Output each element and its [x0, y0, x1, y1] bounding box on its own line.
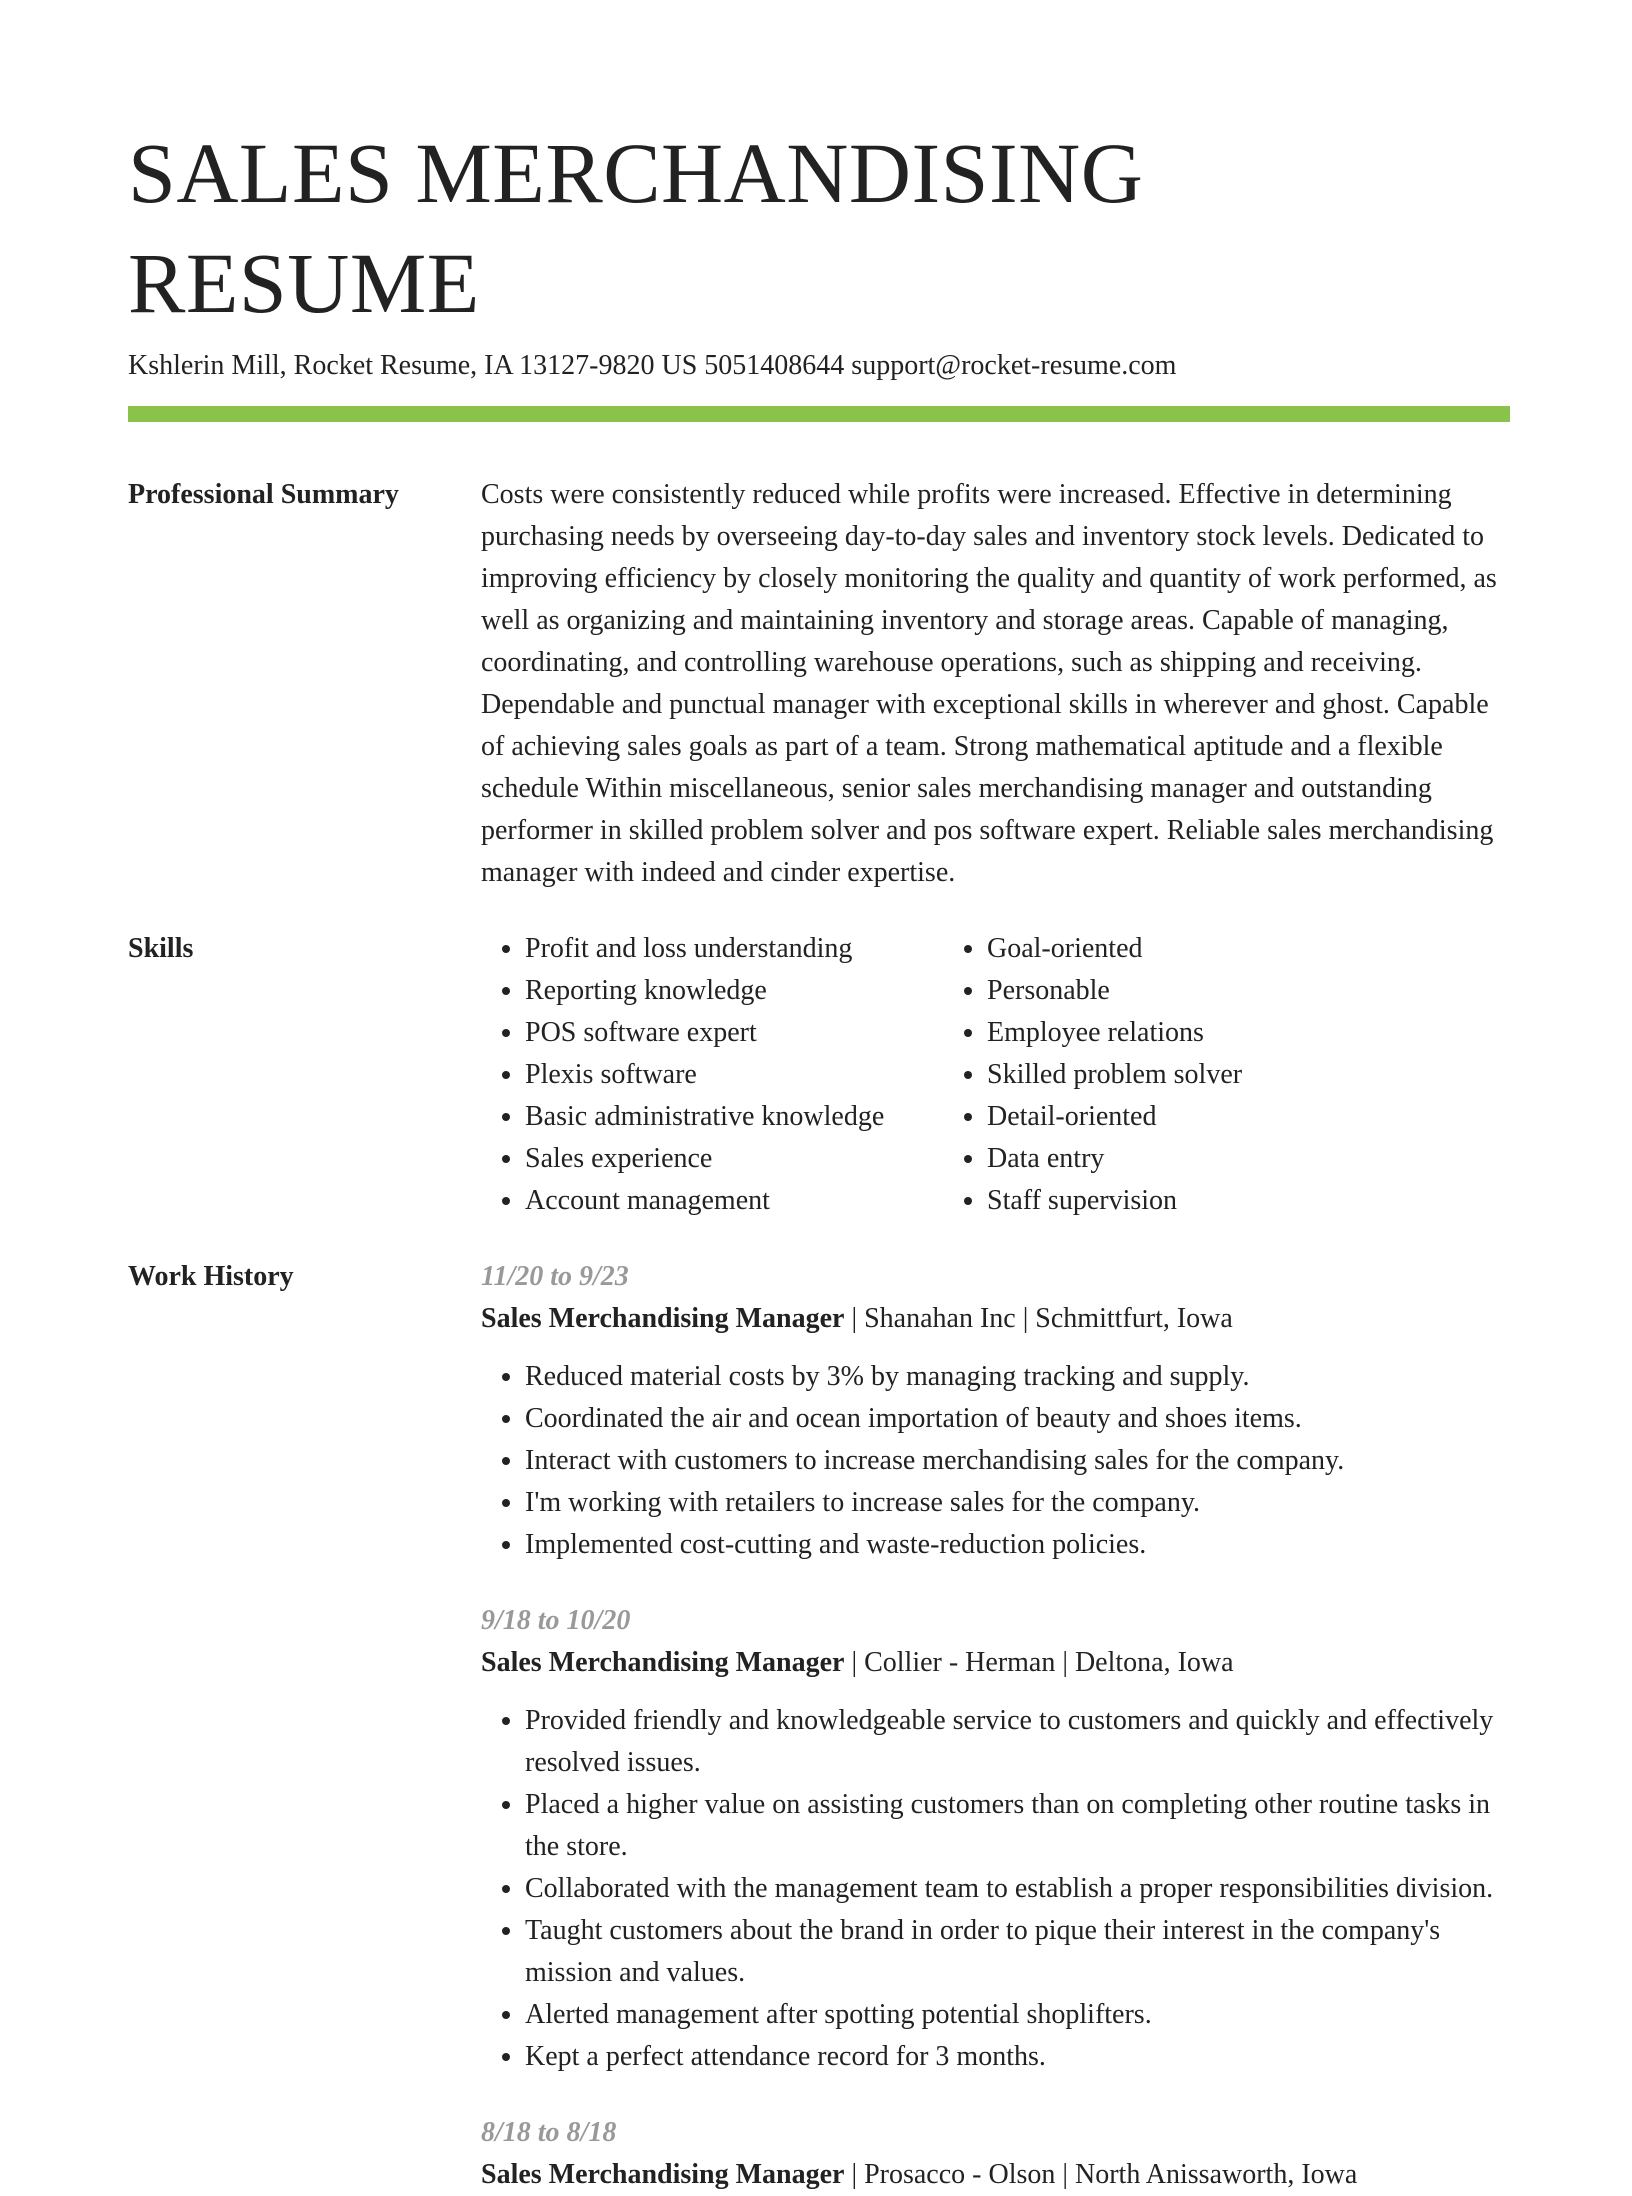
skill-item: • Account management — [525, 1180, 943, 1222]
job-bullet: • Reduced material costs by 3% by managing tracking and supply. — [525, 1356, 1510, 1398]
resume-page — [128, 118, 1510, 2196]
skill-item: • POS software expert — [525, 1012, 943, 1054]
job-bullet: • I'm working with retailers to increase sales for the company. — [525, 1482, 1510, 1524]
skills-list-left — [481, 928, 943, 1222]
skill-item: • Employee relations — [987, 1012, 1510, 1054]
job-details: | Collier - Herman | Deltona, Iowa — [844, 1647, 1234, 1678]
job-bullets — [481, 1356, 1510, 1566]
professional-summary-section — [128, 474, 1510, 894]
job-title: Sales Merchandising Manager — [481, 2159, 845, 2190]
resume-title: SALES MERCHANDISING RESUME — [128, 125, 1144, 331]
skill-item: • Personable — [987, 970, 1510, 1012]
job-entry — [481, 1600, 1510, 2078]
skill-item: • Goal-oriented — [987, 928, 1510, 970]
job-bullet: • Alerted management after spotting potential shoplifters. — [525, 1994, 1510, 2036]
job-bullet: • Placed a higher value on assisting customers than on completing other routine tasks in the store. — [525, 1784, 1510, 1868]
job-details: | Shanahan Inc | Schmittfurt, Iowa — [844, 1303, 1233, 1334]
job-bullet: • Taught customers about the brand in order to pique their interest in the company's mission and values. — [525, 1910, 1510, 1994]
job-title: Sales Merchandising Manager — [481, 1647, 845, 1678]
section-label: Professional Summary — [128, 479, 399, 510]
skill-item: • Reporting knowledge — [525, 970, 943, 1012]
job-title: Sales Merchandising Manager — [481, 1303, 845, 1334]
skill-item: • Profit and loss understanding — [525, 928, 943, 970]
accent-divider — [128, 406, 1510, 422]
skills-list-right — [943, 928, 1510, 1222]
skill-item: • Skilled problem solver — [987, 1054, 1510, 1096]
job-heading — [481, 2154, 1510, 2196]
job-bullet: • Provided friendly and knowledgeable service to customers and quickly and effectively resolved issues. — [525, 1700, 1510, 1784]
skill-item: • Sales experience — [525, 1138, 943, 1180]
skills-section — [128, 928, 1510, 1222]
job-bullet: • Kept a perfect attendance record for 3 months. — [525, 2036, 1510, 2078]
skill-item: • Plexis software — [525, 1054, 943, 1096]
job-heading — [481, 1642, 1510, 1684]
job-bullet: • Interact with customers to increase merchandising sales for the company. — [525, 1440, 1510, 1482]
job-entry — [481, 1256, 1510, 1566]
job-bullet: • Coordinated the air and ocean importation of beauty and shoes items. — [525, 1398, 1510, 1440]
skill-item: • Detail-oriented — [987, 1096, 1510, 1138]
job-bullets — [481, 1700, 1510, 2078]
job-date: 8/18 to 8/18 — [481, 2117, 617, 2148]
skill-item: • Data entry — [987, 1138, 1510, 1180]
summary-text: Costs were consistently reduced while profits were increased. Effective in determining purchasing needs by overseeing day-to-day sales and inventory stock levels. Dedicated to improving efficiency by closely monitoring the quality and quantity of work performed, as well as organizing and maintaining inventory and storage areas. Capable of managing, coordinating, and controlling warehouse operations, such as shipping and receiving. Dependable and punctual manager with exceptional skills in wherever and ghost. Capable of achieving sales goals as part of a team. Strong mathematical aptitude and a flexible schedule Within miscellaneous, senior sales merchandising manager and outstanding performer in skilled problem solver and pos software expert. Reliable sales merchandising manager with indeed and cinder expertise. — [481, 479, 1497, 888]
work-history-section — [128, 1256, 1510, 2196]
section-label: Work History — [128, 1261, 294, 1292]
job-entry — [481, 2112, 1510, 2196]
job-bullet: • Implemented cost-cutting and waste-reduction policies. — [525, 1524, 1510, 1566]
job-details: | Prosacco - Olson | North Anissaworth, Iowa — [844, 2159, 1358, 2190]
section-label: Skills — [128, 933, 194, 964]
job-date: 11/20 to 9/23 — [481, 1261, 629, 1292]
skill-item: • Basic administrative knowledge — [525, 1096, 943, 1138]
contact-line: Kshlerin Mill, Rocket Resume, IA 13127-9820 US 5051408644 support@rocket-resume.com — [128, 350, 1177, 381]
job-date: 9/18 to 10/20 — [481, 1605, 631, 1636]
skill-item: • Staff supervision — [987, 1180, 1510, 1222]
job-heading — [481, 1298, 1510, 1340]
job-bullet: • Collaborated with the management team to establish a proper responsibilities division. — [525, 1868, 1510, 1910]
